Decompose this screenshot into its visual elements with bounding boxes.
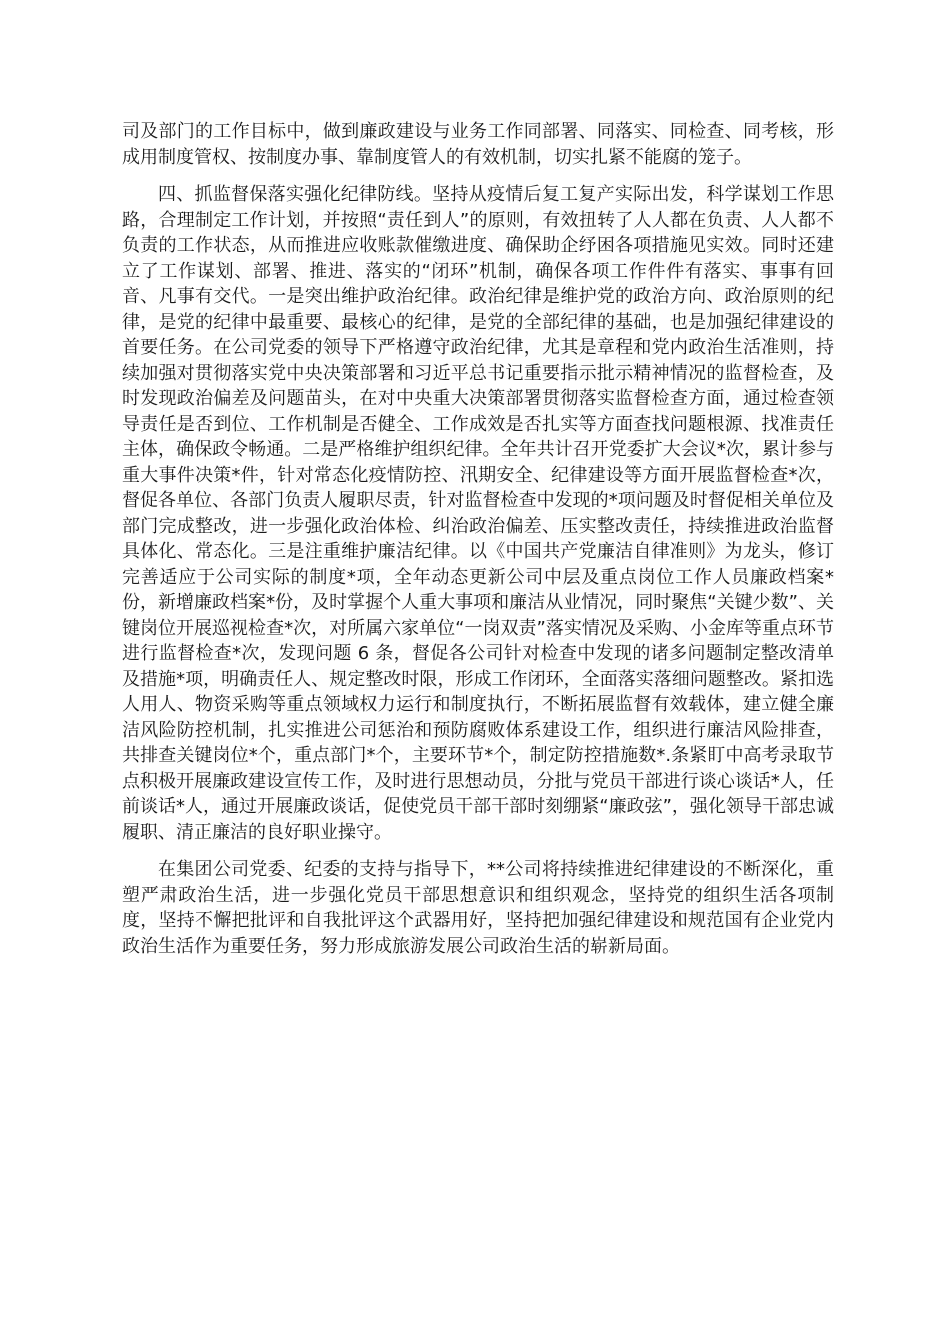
document-body	[122, 119, 834, 959]
closing-paragraph: 在集团公司党委、纪委的支持与指导下，**公司将持续推进纪律建设的不断深化，重塑严肃政治生活，进一步强化党员干部思想意识和组织观念，坚持党的组织生活各项制度，坚持不懈把批评和自我批评这个武器用好，坚持把加强纪律建设和规范国有企业党内政治生活作为重要任务，努力形成旅游发展公司政治生活的崭新局面。	[122, 859, 834, 957]
section-four-paragraph: 四、抓监督保落实强化纪律防线。坚持从疫情后复工复产实际出发，科学谋划工作思路，合理制定工作计划，并按照“责任到人”的原则，有效扭转了人人都在负责、人人都不负责的工作状态，从而推进应收账款催缴进度、确保助企纾困各项措施见实效。同时还建立了工作谋划、部署、推进、落实的“闭环”机制，确保各项工作件件有落实、事事有回音、凡事有交代。一是突出维护政治纪律。政治纪律是维护党的政治方向、政治原则的纪律，是党的纪律中最重要、最核心的纪律，是党的全部纪律的基础，也是加强纪律建设的首要任务。在公司党委的领导下严格遵守政治纪律，尤其是章程和党内政治生活准则，持续加强对贯彻落实党中央决策部署和习近平总书记重要指示批示精神情况的监督检查，及时发现政治偏差及问题苗头，在对中央重大决策部署贯彻落实监督检查方面，通过检查领导责任是否到位、工作机制是否健全、工作成效是否扎实等方面查找问题根源、找准责任主体，确保政令畅通。二是严格维护组织纪律。全年共计召开党委扩大会议*次，累计参与重大事件决策*件，针对常态化疫情防控、汛期安全、纪律建设等方面开展监督检查*次，督促各单位、各部门负责人履职尽责，针对监督检查中发现的*项问题及时督促相关单位及部门完成整改，进一步强化政治体检、纠治政治偏差、压实整改责任，持续推进政治监督具体化、常态化。三是注重维护廉洁纪律。以《中国共产党廉洁自律准则》为龙头，修订完善适应于公司实际的制度*项，全年动态更新公司中层及重点岗位工作人员廉政档案*份，新增廉政档案*份，及时掌握个人重大事项和廉洁从业情况，同时聚焦“关键少数”、关键岗位开展巡视检查*次，对所属六家单位“一岗双责”落实情况及采购、小金库等重点环节进行监督检查*次，发现问题 6 条，督促各公司针对检查中发现的诸多问题制定整改清单及措施*项，明确责任人、规定整改时限，形成工作闭环，全面落实落细问题整改。紧扣选人用人、物资采购等重点领域权力运行和制度执行，不断拓展监督有效载体，建立健全廉洁风险防控机制，扎实推进公司惩治和预防腐败体系建设工作，组织进行廉洁风险排查，共排查关键岗位*个，重点部门*个，主要环节*个，制定防控措施数*.条紧盯中高考录取节点积极开展廉政建设宣传工作，及时进行思想动员，分批与党员干部进行谈心谈话*人，任前谈话*人，通过开展廉政谈话，促使党员干部干部时刻绷紧“廉政弦”，强化领导干部忠诚履职、清正廉洁的良好职业操守。	[122, 184, 834, 843]
continued-paragraph: 司及部门的工作目标中，做到廉政建设与业务工作同部署、同落实、同检查、同考核，形成用制度管权、按制度办事、靠制度管人的有效机制，切实扎紧不能腐的笼子。	[122, 121, 834, 168]
